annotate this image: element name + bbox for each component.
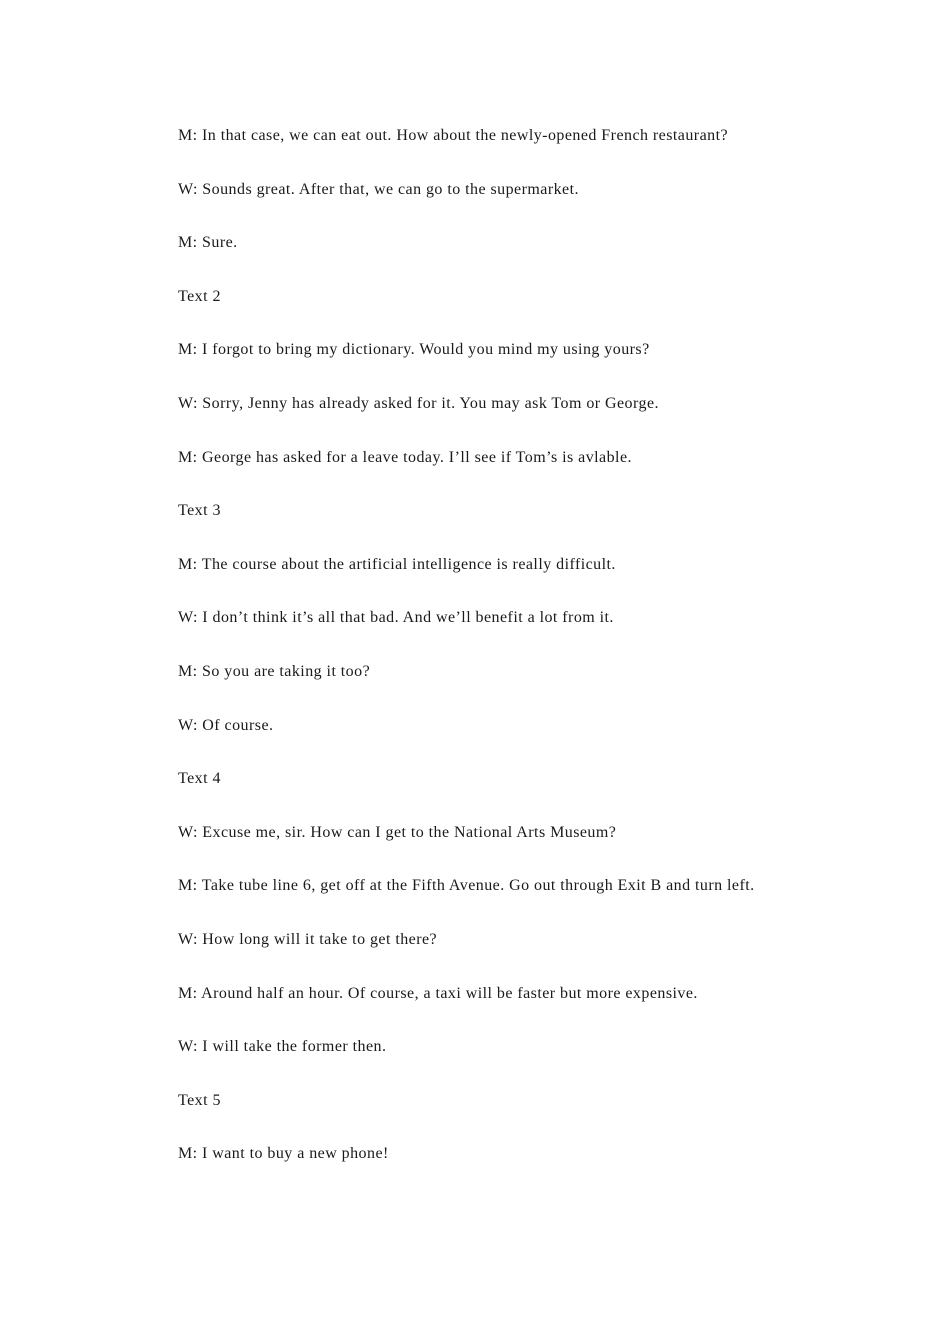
dialogue-line: M: George has asked for a leave today. I’ll see if Tom’s is avlable. xyxy=(178,448,632,466)
section-heading-text-5: Text 5 xyxy=(178,1091,221,1109)
dialogue-line: M: So you are taking it too? xyxy=(178,662,371,680)
section-heading-text-4: Text 4 xyxy=(178,770,221,788)
dialogue-line: W: Sorry, Jenny has already asked for it. You may ask Tom or George. xyxy=(178,394,659,412)
dialogue-line: W: I will take the former then. xyxy=(178,1038,387,1056)
dialogue-line: M: Around half an hour. Of course, a taxi will be faster but more expensive. xyxy=(178,984,698,1002)
dialogue-line: W: Sounds great. After that, we can go to the supermarket. xyxy=(178,180,579,198)
section-heading-text-3: Text 3 xyxy=(178,502,221,520)
section-heading-text-2: Text 2 xyxy=(178,287,221,305)
dialogue-line: M: The course about the artificial intelligence is really difficult. xyxy=(178,555,616,573)
dialogue-line: M: In that case, we can eat out. How about the newly-opened French restaurant? xyxy=(178,127,729,144)
dialogue-line: M: Sure. xyxy=(178,234,238,252)
dialogue-line: M: Take tube line 6, get off at the Fifth Avenue. Go out through Exit B and turn left. xyxy=(178,877,755,895)
dialogue-line: W: Of course. xyxy=(178,716,274,734)
dialogue-line: W: How long will it take to get there? xyxy=(178,930,438,948)
dialogue-line: W: I don’t think it’s all that bad. And we’ll benefit a lot from it. xyxy=(178,609,614,627)
dialogue-line: M: I want to buy a new phone! xyxy=(178,1145,389,1163)
document-body xyxy=(178,124,878,1196)
dialogue-line: W: Excuse me, sir. How can I get to the National Arts Museum? xyxy=(178,823,617,841)
dialogue-line: M: I forgot to bring my dictionary. Would you mind my using yours? xyxy=(178,341,650,359)
